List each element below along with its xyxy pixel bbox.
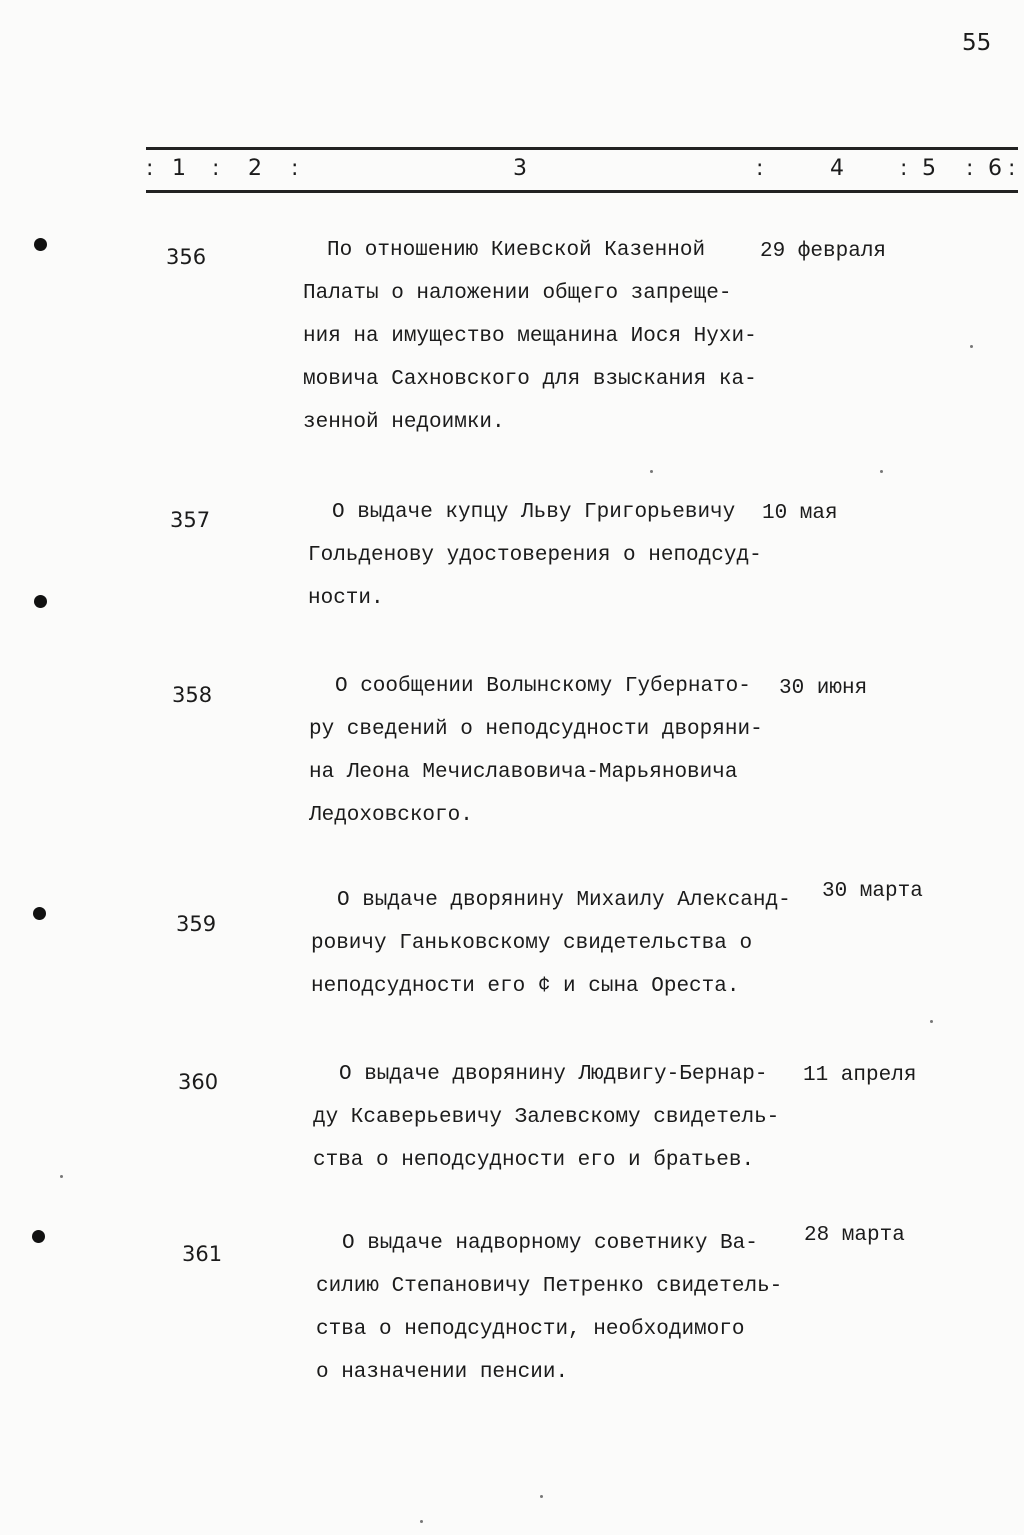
punch-hole-mark [32,1230,45,1243]
scan-speck [880,470,883,473]
entry-line: Ледоховского. [309,804,473,827]
entry-date: 28 марта [804,1224,905,1247]
entry-line: Гольденову удостоверения о неподсуд- [308,544,762,567]
header-col-5: 5 [922,156,936,181]
header-col-6: 6 [988,156,1002,181]
entry-line: силию Степановичу Петренко свидетель- [316,1275,783,1298]
entry-number: 361 [182,1242,223,1266]
entry-line: О выдаче дворянину Михаилу Александ- [337,889,791,912]
scan-speck [930,1020,933,1023]
entry-line: О сообщении Волынскому Губернато- [335,675,751,698]
scan-speck [420,1520,423,1523]
header-separator: : [291,156,299,181]
scan-speck [970,345,973,348]
entry-line: неподсудности его ¢ и сына Ореста. [311,975,740,998]
entry-line: ния на имущество мещанина Иося Нухи- [303,325,757,348]
scan-speck [60,1175,63,1178]
entry-date: 29 февраля [760,240,887,263]
header-rule-top [146,147,1018,150]
entry-line: О выдаче надворному советнику Ва- [342,1232,758,1255]
header-col-2: 2 [248,156,262,181]
header-separator: : [756,156,764,181]
entry-text [316,1222,782,1394]
header-col-4: 4 [830,156,844,181]
entry-number: 356 [166,245,207,269]
entry-date: 11 апреля [803,1064,917,1087]
header-separator: : [212,156,220,181]
entry-line: на Леона Мечиславовича-Марьяновича [309,761,738,784]
punch-hole-mark [34,595,47,608]
header-separator: : [966,156,974,181]
entry-line: Палаты о наложении общего запреще- [303,282,732,305]
entry-line: ру сведений о неподсудности дворяни- [309,718,763,741]
entry-text [311,879,791,1008]
punch-hole-mark [34,238,47,251]
entry-text [308,491,762,620]
entry-line: зенной недоимки. [303,411,505,434]
entry-line: ства о неподсудности, необходимого [316,1318,745,1341]
entry-line: О выдаче дворянину Людвигу-Бернар- [339,1063,768,1086]
scan-speck [540,1495,543,1498]
entry-text [313,1053,779,1182]
entry-number: 357 [170,508,211,532]
entry-number: 360 [178,1070,219,1094]
entry-text [309,665,763,837]
entry-number: 359 [176,912,217,936]
entry-line: О выдаче купцу Льву Григорьевичу [332,501,736,524]
punch-hole-mark [33,907,46,920]
entry-text [303,229,757,444]
entry-date: 30 июня [779,677,868,700]
column-header-row [146,156,1018,186]
page-number: 55 [962,30,992,56]
header-rule-bottom [146,190,1018,193]
entry-line: ства о неподсудности его и братьев. [313,1149,755,1172]
header-separator: : [146,156,154,181]
entry-line: ности. [308,587,384,610]
entry-number: 358 [172,683,213,707]
entry-line: ду Ксаверьевичу Залевскому свидетель- [313,1106,780,1129]
scan-speck [650,470,653,473]
entry-date: 10 мая [762,502,838,525]
header-separator: : [1008,156,1016,181]
entry-line: о назначении пенсии. [316,1361,569,1384]
entry-date: 30 марта [822,880,923,903]
header-separator: : [900,156,908,181]
entry-line: мовича Сахновского для взыскания ка- [303,368,757,391]
header-col-1: 1 [172,156,186,181]
entry-line: ровичу Ганьковскому свидетельства о [311,932,753,955]
entry-line: По отношению Киевской Казенной [327,239,706,262]
header-col-3: 3 [513,156,527,181]
